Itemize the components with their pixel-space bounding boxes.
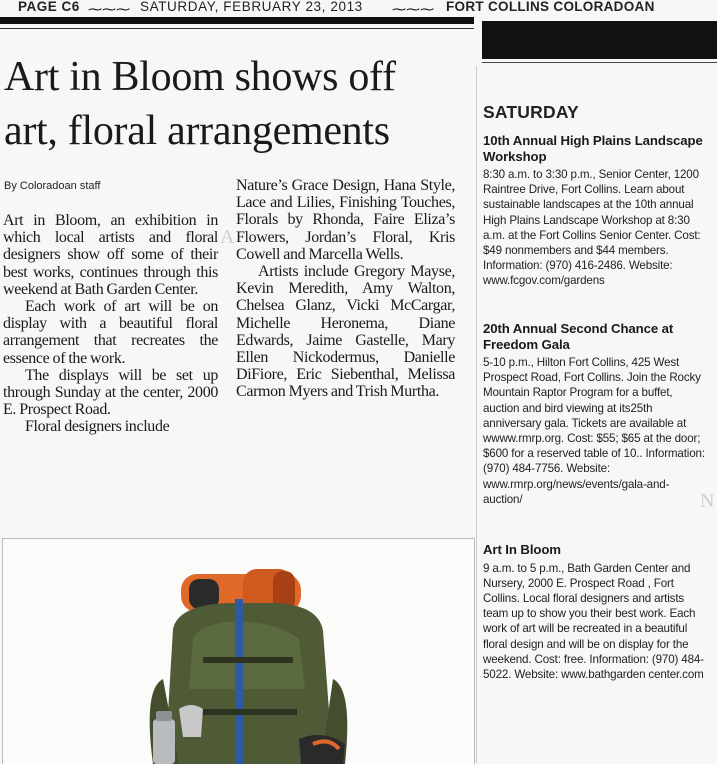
event-body: 9 a.m. to 5 p.m., Bath Garden Center and Nursery, 2000 E. Prospect Road , Fort Collins. Local floral designers and artists team up to show you their best work. Each work of art will be recreated in a beautiful floral design and will be on display for the weekend. Cost: free. Information: (970) 484-5022. Website: www.bathgarden center.com (483, 561, 704, 681)
sidebar-thin-rule (482, 62, 717, 63)
paragraph: Art in Bloom, an exhibition in which local artists and floral designers show off some of their best works, continues through this weekend at Bath Garden Center. (3, 212, 218, 298)
article-column-1 (3, 212, 218, 436)
backpack-illustration (3, 539, 474, 764)
sidebar-header-bar (482, 21, 717, 59)
column-divider (476, 66, 477, 763)
event-title: Art In Bloom (483, 542, 561, 557)
paragraph: Nature’s Grace Design, Hana Style, Lace and Lilies, Finishing Touches, Florals by Rhonda, Faire Eliza’s Flowers, Jordan’s Floral, Kris Cowell and Marcella Wells. (236, 177, 455, 263)
swash-ornament: ⁓⁓⁓ (88, 1, 130, 17)
backpack-photo (2, 538, 475, 764)
water-bottle (153, 719, 175, 764)
publication-name: FORT COLLINS COLORADOAN (446, 0, 655, 14)
article-headline (4, 50, 474, 158)
sidebar-heading: SATURDAY (483, 102, 579, 122)
bleed-through-mark: A (220, 226, 235, 248)
paragraph: Each work of art will be on display with a beautiful floral arrangement that recreates the essence of the work. (3, 298, 218, 367)
article-column-2 (236, 177, 455, 401)
headline-line: art, floral arrangements (4, 108, 390, 154)
blue-strap (235, 599, 243, 764)
swash-ornament: ⁓⁓⁓ (392, 1, 434, 17)
event-title: 20th Annual Second Chance at Freedom Gala (483, 321, 674, 352)
headline-line: Art in Bloom shows off (4, 54, 396, 100)
event-body: 8:30 a.m. to 3:30 p.m., Senior Center, 1200 Raintree Drive, Fort Collins. Learn about sustainable landscapes at the 10th annual High Plains Landscape Workshop at 8:30 a.m. at the Fort Collins Senior Center. Cost: $49 nonmembers and $44 members. Information: (970) 416-2486. Website: www.fcgov.com/gardens (483, 168, 701, 288)
paragraph: Floral designers include (25, 418, 170, 436)
event-item (483, 321, 708, 507)
paragraph: The displays will be set up through Sunday at the center, 2000 E. Prospect Road. (3, 366, 218, 419)
event-item (483, 542, 708, 682)
bleed-through-mark: N (700, 490, 715, 512)
page-number: PAGE C6 (18, 0, 80, 14)
byline: By Coloradoan staff (4, 180, 101, 192)
paragraph: Artists include Gregory Mayse, Kevin Meredith, Amy Walton, Chelsea Glanz, Vicki McCargar, Michelle Heronema, Diane Edwards, Jaime Gastelle, Mary Ellen Nickodermus, Danielle DiFiore, Eric Siebenthal, Melissa Carmon Myers and Trish Murtha. (236, 263, 455, 401)
event-body: 5-10 p.m., Hilton Fort Collins, 425 West Prospect Road, Fort Collins. Join the Rocky Mountain Raptor Program for a buffet, auction and bird viewing at its25th anniversary gala. Tickets are available at wwww.rmrp.org. Cost: $55; $65 at the door; $600 for a reserved table of 10.. Information: (970) 484-7756. Website: www.rmrp.org/news/events/gala-and-auction/ (483, 356, 705, 506)
header-thin-rule (0, 28, 474, 29)
page-header (0, 0, 717, 17)
event-item (483, 133, 708, 289)
issue-date: SATURDAY, FEBRUARY 23, 2013 (140, 0, 363, 14)
header-rule (0, 17, 474, 24)
event-title: 10th Annual High Plains Landscape Workshop (483, 133, 703, 164)
